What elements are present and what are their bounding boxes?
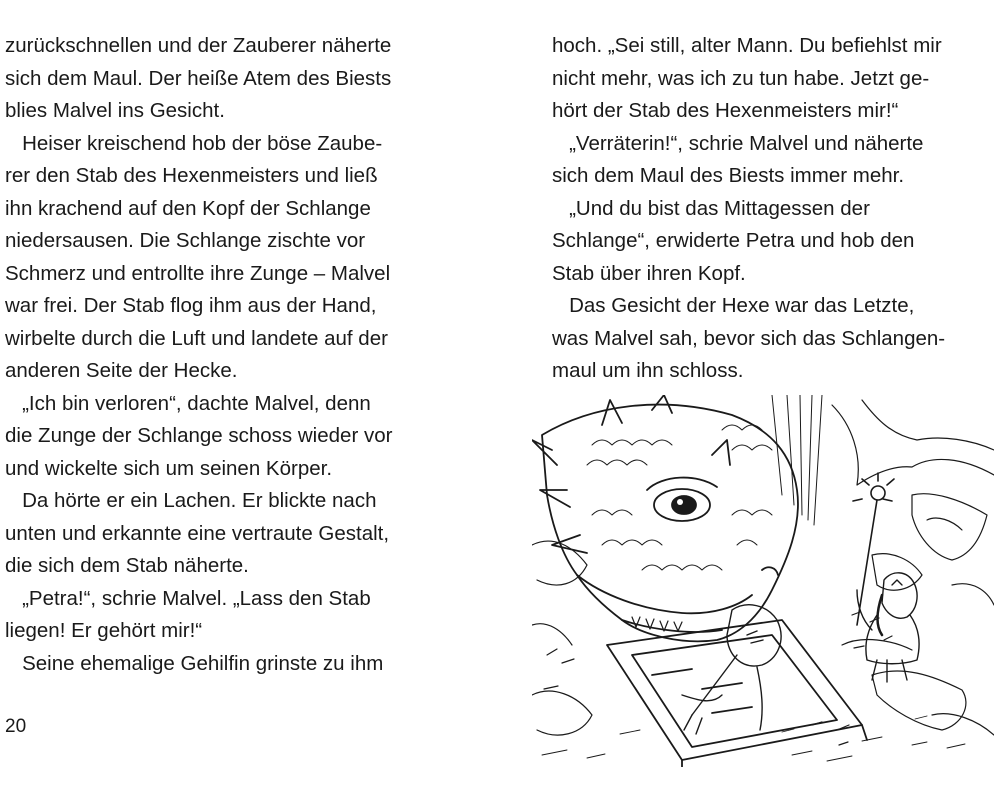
text-line: sich dem Maul des Biests immer mehr. (552, 164, 905, 187)
text-line: was Malvel sah, bevor sich das Schlangen- (552, 326, 946, 350)
text-line: „Ich bin verloren“, dachte Malvel, denn (5, 391, 371, 415)
text-line: nicht mehr, was ich zu tun habe. Jetzt ge- (552, 66, 930, 90)
text-line: Das Gesicht der Hexe war das Letzte, (552, 294, 915, 317)
text-line: und wickelte sich um seinen Körper. (5, 456, 333, 480)
stone-basin (607, 620, 867, 767)
text-line: wirbelte durch die Luft und landete auf der (5, 326, 388, 350)
text-line: rer den Stab des Hexenmeisters und ließ (5, 164, 378, 187)
serpent-illustration (532, 395, 994, 767)
text-line: Stab über ihren Kopf. (552, 261, 746, 285)
text-line: Schlange“, erwiderte Petra und hob den (552, 229, 915, 252)
text-line: niedersausen. Die Schlange zischte vor (5, 229, 366, 252)
text-line: blies Malvel ins Gesicht. (5, 99, 225, 122)
text-line: Heiser kreischend hob der böse Zaube- (5, 131, 383, 155)
text-line: „Verräterin!“, schrie Malvel und näherte (552, 131, 924, 155)
text-line: Schmerz und entrollte ihre Zunge – Malvel (5, 261, 391, 285)
text-line: unten und erkannte eine vertraute Gestalt, (5, 521, 390, 545)
right-text-column (552, 30, 982, 388)
text-line: die sich dem Stab näherte. (5, 554, 249, 577)
text-line: Da hörte er ein Lachen. Er blickte nach (5, 489, 377, 512)
staff-icon (853, 473, 894, 625)
text-line: hört der Stab des Hexenmeisters mir!“ (552, 99, 899, 122)
ground-texture (542, 716, 965, 761)
text-line: die Zunge der Schlange schoss wieder vor (5, 424, 393, 447)
text-line: „Und du bist das Mittagessen der (552, 196, 870, 220)
page-number: 20 (5, 716, 27, 737)
text-line: hoch. „Sei still, alter Mann. Du befiehlst mir (552, 34, 942, 57)
text-line: war frei. Der Stab flog ihm aus der Hand, (5, 294, 377, 317)
left-text-column (5, 30, 445, 680)
background-rocks (532, 400, 994, 745)
text-line: Seine ehemalige Gehilfin grinste zu ihm (5, 651, 384, 675)
hedge-lines (772, 395, 822, 525)
text-line: ihn krachend auf den Kopf der Schlange (5, 196, 371, 220)
serpent-head (532, 395, 798, 641)
text-line: sich dem Maul. Der heiße Atem des Biests (5, 66, 392, 90)
text-line: zurückschnellen und der Zauberer näherte (5, 34, 392, 57)
text-line: „Petra!“, schrie Malvel. „Lass den Stab (5, 586, 371, 610)
text-line: liegen! Er gehört mir!“ (5, 619, 203, 642)
text-line: maul um ihn schloss. (552, 359, 744, 382)
text-line: anderen Seite der Hecke. (5, 359, 238, 382)
wizard-figure (682, 605, 781, 734)
